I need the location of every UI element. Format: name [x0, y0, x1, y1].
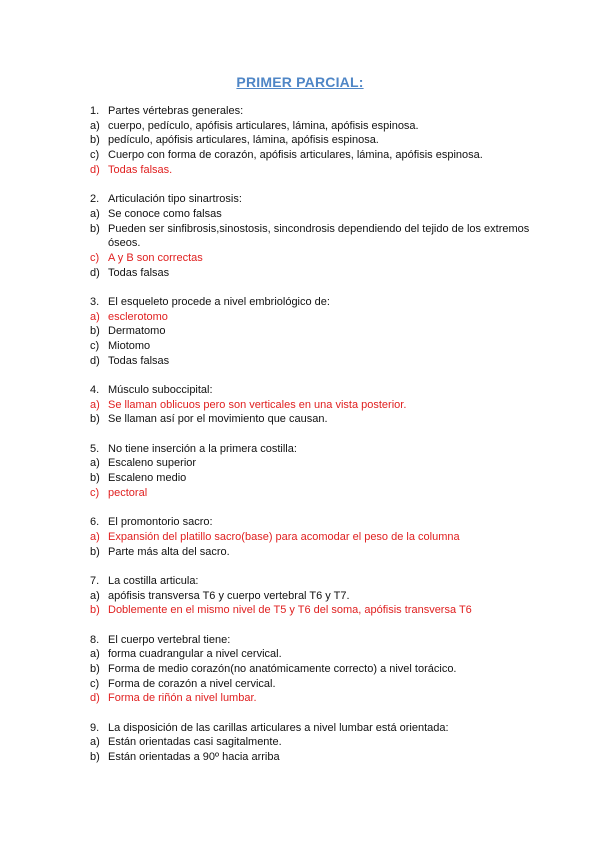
option-text: Se llaman así por el movimiento que causan.: [108, 413, 328, 426]
question-text: No tiene inserción a la primera costilla:: [108, 442, 297, 455]
option-letter: b): [90, 325, 100, 338]
option-text: Expansión del platillo sacro(base) para acomodar el peso de la columna: [108, 530, 460, 543]
option-letter: d): [90, 266, 100, 279]
answer-option-correct: [90, 163, 550, 178]
answer-option: [90, 222, 550, 251]
page-title: PRIMER PARCIAL:: [236, 74, 364, 90]
answer-option: [90, 133, 550, 148]
answer-option: [90, 456, 550, 471]
question-text: Articulación tipo sinartrosis:: [108, 193, 242, 206]
question-4: [90, 383, 550, 427]
option-letter: b): [90, 751, 100, 764]
answer-option: [90, 266, 550, 281]
question-text: El promontorio sacro:: [108, 516, 213, 529]
option-letter: c): [90, 251, 100, 264]
option-text: Todas falsas.: [108, 163, 173, 176]
answer-option: [90, 119, 550, 134]
option-letter: c): [90, 677, 100, 690]
question-3: [90, 295, 550, 369]
question-number: 6.: [90, 516, 100, 529]
answer-option: [90, 354, 550, 369]
option-letter: d): [90, 163, 100, 176]
answer-option: [90, 324, 550, 339]
answer-option-correct: [90, 691, 550, 706]
answer-option: [90, 412, 550, 427]
question-text: El esqueleto procede a nivel embriológico de:: [108, 295, 330, 308]
question-9: [90, 721, 550, 765]
answer-option-correct: [90, 486, 550, 501]
option-text: Todas falsas: [108, 266, 170, 279]
question-list: [90, 104, 550, 779]
question-number: 5.: [90, 442, 100, 455]
question-7: [90, 574, 550, 618]
question-6: [90, 515, 550, 559]
question-stem: [90, 104, 550, 119]
option-letter: b): [90, 222, 100, 235]
question-text: La disposición de las carillas articulares a nivel lumbar está orientada:: [108, 721, 449, 734]
option-letter: b): [90, 545, 100, 558]
answer-option: [90, 589, 550, 604]
option-text: Parte más alta del sacro.: [108, 545, 230, 558]
question-number: 9.: [90, 721, 100, 734]
question-stem: [90, 383, 550, 398]
answer-option: [90, 207, 550, 222]
option-letter: c): [90, 149, 100, 162]
option-text: Pueden ser sinfibrosis,sinostosis, sincondrosis dependiendo del tejido de los extremos óseos.: [108, 222, 530, 250]
question-1: [90, 104, 550, 178]
option-letter: b): [90, 604, 100, 617]
option-letter: b): [90, 413, 100, 426]
option-letter: a): [90, 530, 100, 543]
answer-option: [90, 339, 550, 354]
option-letter: a): [90, 589, 100, 602]
option-text: Cuerpo con forma de corazón, apófisis articulares, lámina, apófisis espinosa.: [108, 149, 483, 162]
answer-option: [90, 471, 550, 486]
question-stem: [90, 192, 550, 207]
option-letter: a): [90, 648, 100, 661]
option-letter: d): [90, 692, 100, 705]
answer-option-correct: [90, 530, 550, 545]
option-text: Todas falsas: [108, 354, 170, 367]
option-letter: b): [90, 472, 100, 485]
option-text: A y B son correctas: [108, 251, 203, 264]
option-letter: b): [90, 662, 100, 675]
question-number: 8.: [90, 633, 100, 646]
answer-option-correct: [90, 310, 550, 325]
option-letter: c): [90, 486, 100, 499]
question-text: Músculo suboccipital:: [108, 384, 213, 397]
question-number: 2.: [90, 193, 100, 206]
answer-option-correct: [90, 603, 550, 618]
option-text: forma cuadrangular a nivel cervical.: [108, 648, 282, 661]
option-letter: a): [90, 310, 100, 323]
answer-option: [90, 148, 550, 163]
question-2: [90, 192, 550, 280]
question-stem: [90, 633, 550, 648]
question-stem: [90, 574, 550, 589]
option-letter: a): [90, 457, 100, 470]
answer-option: [90, 677, 550, 692]
option-letter: a): [90, 398, 100, 411]
question-8: [90, 633, 550, 707]
question-stem: [90, 515, 550, 530]
answer-option: [90, 647, 550, 662]
option-text: Forma de corazón a nivel cervical.: [108, 677, 276, 690]
option-letter: a): [90, 207, 100, 220]
answer-option: [90, 662, 550, 677]
option-text: Forma de medio corazón(no anatómicamente correcto) a nivel torácico.: [108, 662, 457, 675]
option-text: pectoral: [108, 486, 148, 499]
option-text: Miotomo: [108, 340, 151, 353]
answer-option-correct: [90, 251, 550, 266]
question-text: La costilla articula:: [108, 574, 199, 587]
option-text: esclerotomo: [108, 310, 168, 323]
option-text: pedículo, apófisis articulares, lámina, apófisis espinosa.: [108, 134, 379, 147]
option-text: Forma de riñón a nivel lumbar.: [108, 692, 257, 705]
question-5: [90, 442, 550, 501]
question-stem: [90, 721, 550, 736]
option-letter: c): [90, 340, 100, 353]
option-letter: a): [90, 119, 100, 132]
question-number: 7.: [90, 574, 100, 587]
answer-option: [90, 735, 550, 750]
question-text: Partes vértebras generales:: [108, 105, 244, 117]
option-text: apófisis transversa T6 y cuerpo vertebral T6 y T7.: [108, 589, 350, 602]
option-text: Dermatomo: [108, 325, 166, 338]
option-text: Escaleno medio: [108, 472, 187, 485]
option-text: Se conoce como falsas: [108, 207, 222, 220]
answer-option: [90, 545, 550, 560]
option-text: Están orientadas a 90º hacia arriba: [108, 751, 280, 764]
answer-option: [90, 750, 550, 765]
option-text: Doblemente en el mismo nivel de T5 y T6 del soma, apófisis transversa T6: [108, 604, 472, 617]
question-number: 1.: [90, 105, 100, 117]
question-stem: [90, 295, 550, 310]
question-stem: [90, 442, 550, 457]
answer-option-correct: [90, 398, 550, 413]
option-letter: a): [90, 736, 100, 749]
option-letter: d): [90, 354, 100, 367]
option-text: Escaleno superior: [108, 457, 197, 470]
option-text: cuerpo, pedículo, apófisis articulares, lámina, apófisis espinosa.: [108, 119, 419, 132]
question-number: 4.: [90, 384, 100, 397]
question-text: El cuerpo vertebral tiene:: [108, 633, 231, 646]
question-number: 3.: [90, 295, 100, 308]
option-letter: b): [90, 134, 100, 147]
option-text: Se llaman oblicuos pero son verticales en una vista posterior.: [108, 398, 407, 411]
option-text: Están orientadas casi sagitalmente.: [108, 736, 282, 749]
